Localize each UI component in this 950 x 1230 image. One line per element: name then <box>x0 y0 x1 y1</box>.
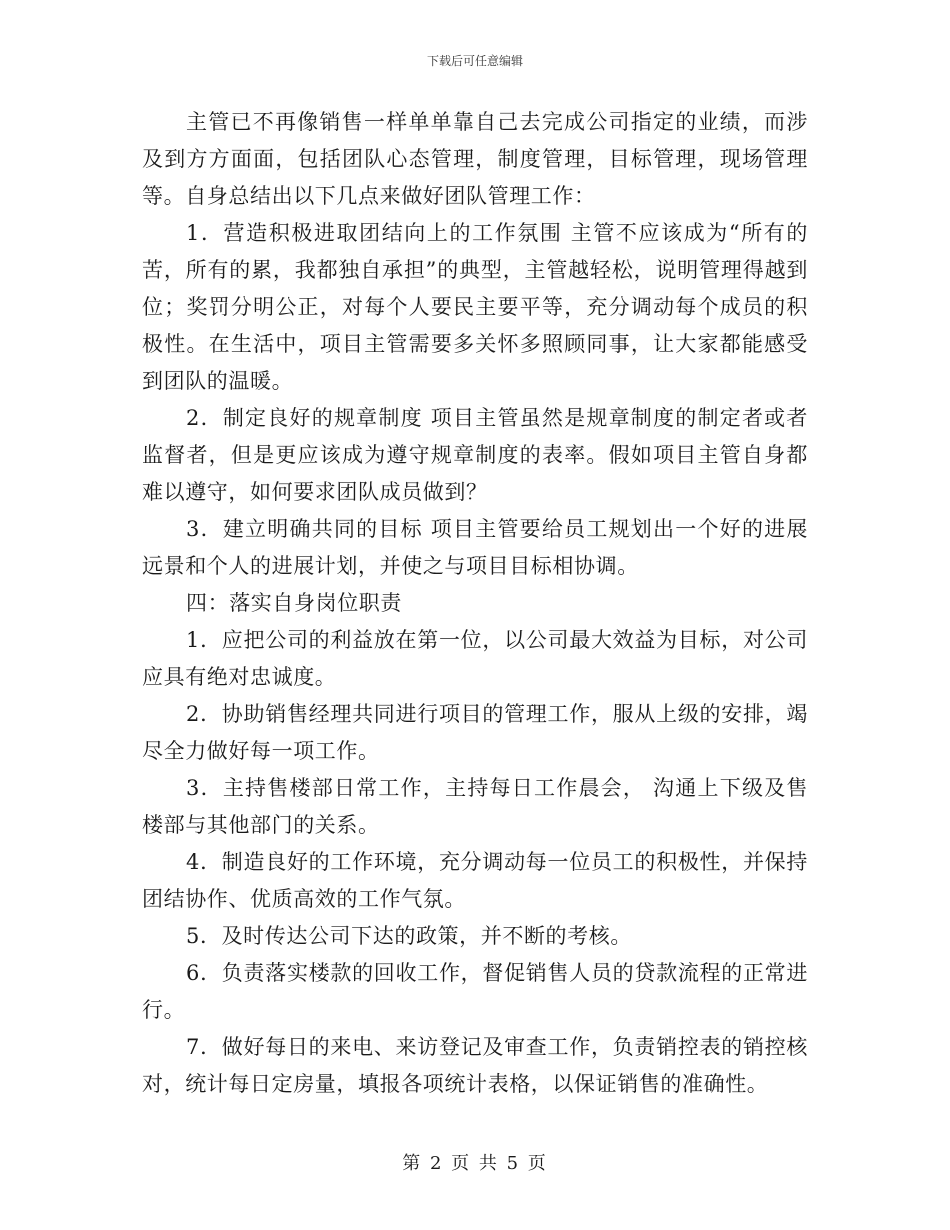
document-body <box>142 104 808 1103</box>
paragraph-duty-item-2: 2．协助销售经理共同进行项目的管理工作，服从上级的安排，竭尽全力做好每一项工作。 <box>142 702 808 763</box>
paragraph-team-item-1: 1．营造积极进取团结向上的工作氛围 主管不应该成为“所有的苦，所有的累，我都独自承担”的典型，主管越轻松，说明管理得越到位；奖罚分明公正，对每个人要民主要平等，充分调动每个成员的积极性。在生活中，项目主管需要多关怀多照顾同事，让大家都能感受到团队的温暖。 <box>142 221 808 393</box>
paragraph-intro: 主管已不再像销售一样单单靠自己去完成公司指定的业绩，而涉及到方方面面，包括团队心态管理，制度管理，目标管理，现场管理等。自身总结出以下几点来做好团队管理工作： <box>142 110 808 208</box>
section-heading: 四：落实自身岗位职责 <box>186 591 402 615</box>
paragraph-duty-item-1: 1．应把公司的利益放在第一位，以公司最大效益为目标，对公司应具有绝对忠诚度。 <box>142 628 808 689</box>
paragraph-team-item-2: 2．制定良好的规章制度 项目主管虽然是规章制度的制定者或者监督者，但是更应该成为遵守规章制度的表率。假如项目主管自身都难以遵守，如何要求团队成员做到？ <box>142 406 808 504</box>
paragraph-duty-item-3: 3．主持售楼部日常工作，主持每日工作晨会， 沟通上下级及售楼部与其他部门的关系。 <box>142 776 808 837</box>
page-header: 下载后可任意编辑 <box>426 54 523 68</box>
paragraph-duty-item-4: 4．制造良好的工作环境，充分调动每一位员工的积极性，并保持团结协作、优质高效的工作气氛。 <box>142 850 808 911</box>
paragraph-team-item-3: 3．建立明确共同的目标 项目主管要给员工规划出一个好的进展远景和个人的进展计划，并使之与项目目标相协调。 <box>142 517 808 578</box>
paragraph-duty-item-5: 5．及时传达公司下达的政策，并不断的考核。 <box>186 924 632 948</box>
page-number: 第 2 页 共 5 页 <box>402 1153 548 1174</box>
paragraph-duty-item-7: 7．做好每日的来电、来访登记及审查工作，负责销控表的销控核对，统计每日定房量，填报各项统计表格，以保证销售的准确性。 <box>142 1035 808 1096</box>
paragraph-duty-item-6: 6．负责落实楼款的回收工作，督促销售人员的贷款流程的正常进行。 <box>142 961 808 1022</box>
